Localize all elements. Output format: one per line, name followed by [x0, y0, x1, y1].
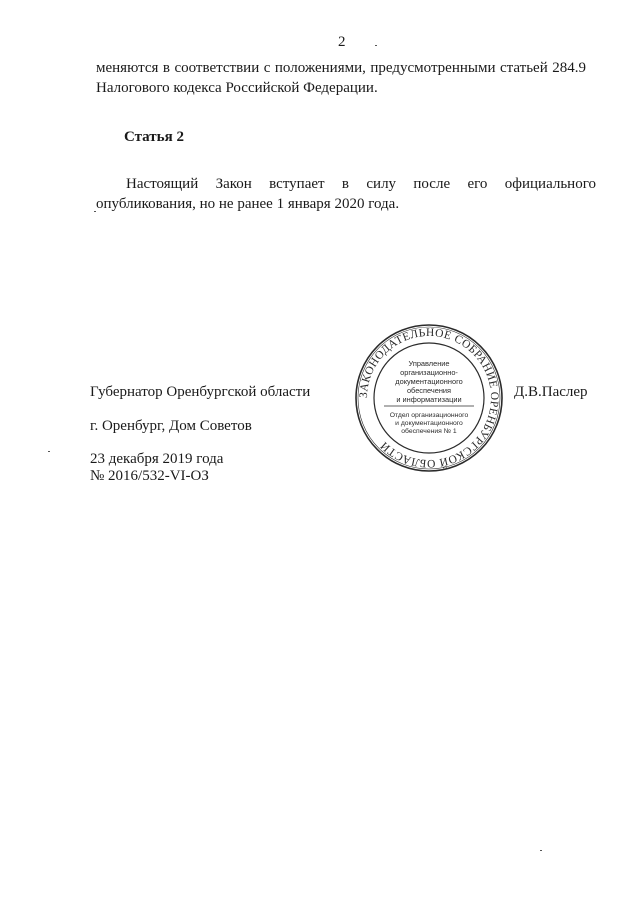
signer-name: Д.В.Паслер [514, 384, 588, 400]
seal-inner-line: и информатизации [396, 395, 462, 404]
seal-inner-line: Управление [408, 359, 450, 368]
seal-ring-text: ЗАКОНОДАТЕЛЬНОЕ СОБРАНИЕ ОРЕНБУРГСКОЙ ОБЛАСТИ [357, 326, 501, 470]
article-heading: Статья 2 [124, 129, 184, 145]
scan-speck [375, 45, 377, 46]
scan-speck [94, 211, 96, 212]
scan-speck [540, 850, 542, 851]
seal-inner-line: документационного [395, 377, 463, 386]
signing-place: г. Оренбург, Дом Советов [90, 418, 252, 434]
article-paragraph: Настоящий Закон вступает в силу после его официального опубликования, но не ранее 1 января 2020 года. [96, 176, 596, 212]
seal-inner-line: организационно- [400, 368, 458, 377]
seal-inner-line: обеспечения [406, 386, 452, 395]
official-seal [354, 323, 504, 473]
law-number: № 2016/532-VI-ОЗ [90, 468, 209, 484]
governor-title: Губернатор Оренбургской области [90, 384, 311, 400]
page-number: 2 [338, 34, 346, 50]
seal-department-line: обеспечения № 1 [401, 428, 457, 435]
continuation-paragraph: меняются в соответствии с положениями, предусмотренными статьей 284.9 Налогового кодекса Российской Федерации. [96, 60, 586, 96]
scan-speck [48, 451, 50, 452]
signing-date: 23 декабря 2019 года [90, 451, 224, 467]
seal-department-line: Отдел организационного [389, 412, 469, 419]
seal-department-line: и документационного [395, 420, 463, 427]
